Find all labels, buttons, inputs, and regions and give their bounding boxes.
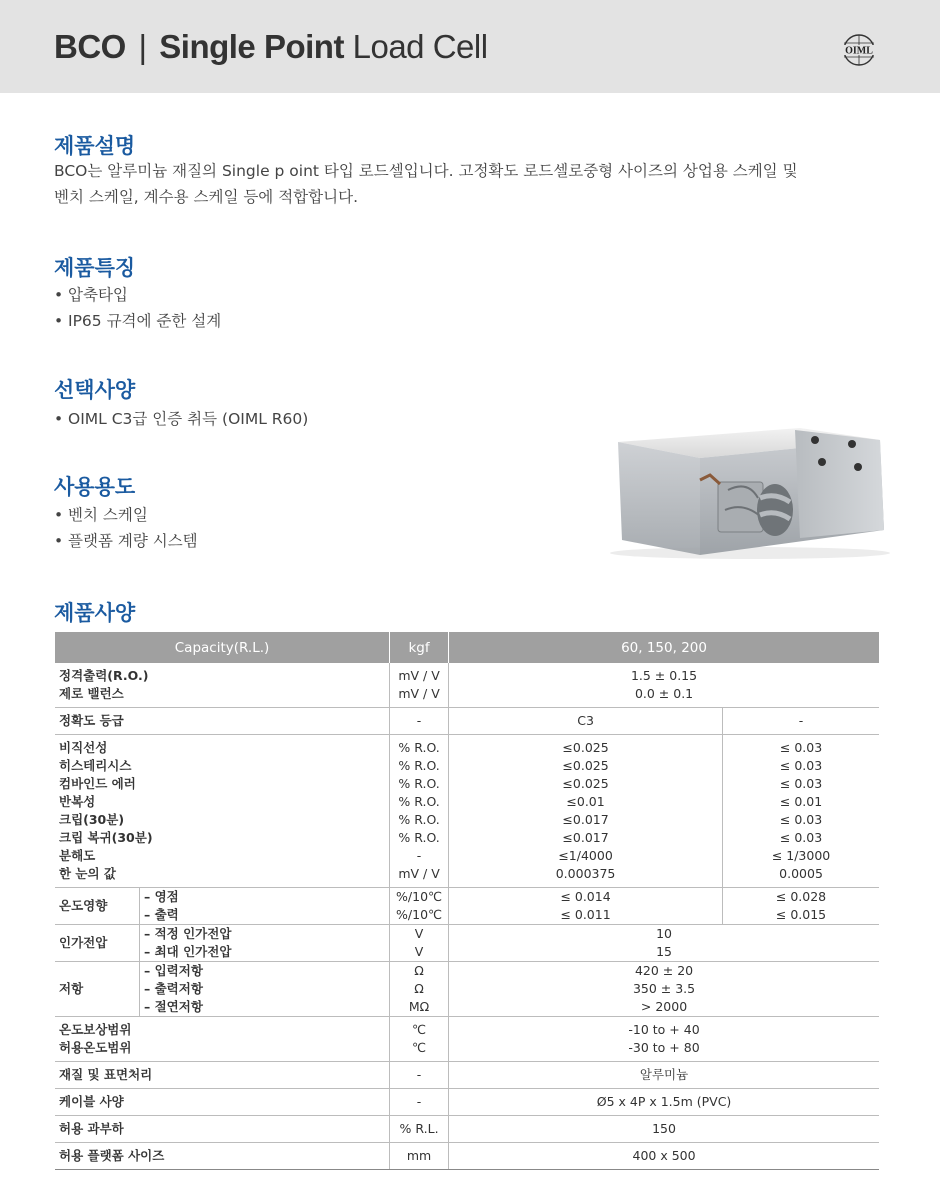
row-value: 150 — [449, 1116, 879, 1143]
row-sublabel: – 절연저항 — [144, 999, 203, 1014]
spec-table — [55, 632, 879, 1170]
row-value-b: 0.0005 — [779, 866, 823, 881]
row-unit: ℃ — [412, 1022, 427, 1037]
row-unit: - — [390, 1062, 449, 1089]
row-unit: MΩ — [408, 999, 430, 1014]
row-value-b: ≤ 0.03 — [779, 740, 823, 755]
row-unit: % R.O. — [398, 830, 440, 845]
row-value: 400 x 500 — [449, 1143, 879, 1170]
row-value-a: ≤0.017 — [562, 830, 609, 845]
spec-heading: 제품사양 — [54, 601, 136, 625]
row-label: 정확도 등급 — [55, 708, 390, 735]
row-label: 온도영향 — [55, 888, 140, 925]
row-value: 420 ± 20 — [634, 963, 694, 978]
row-unit: % R.L. — [390, 1116, 449, 1143]
row-unit: ℃ — [412, 1040, 427, 1055]
row-value-a: C3 — [449, 708, 723, 735]
row-label: 허용온도범위 — [59, 1040, 132, 1055]
row-label: 허용 과부하 — [55, 1116, 390, 1143]
row-unit: - — [390, 708, 449, 735]
row-unit: % R.O. — [398, 812, 440, 827]
row-value: 10 — [656, 926, 672, 941]
feature-item: • IP65 규격에 준한 설계 — [54, 309, 221, 331]
feature-item: • 압축타입 — [54, 283, 128, 305]
row-value-a: ≤ 0.011 — [560, 907, 611, 922]
option-item: • OIML C3급 인증 취득 (OIML R60) — [54, 407, 308, 429]
row-label: 케이블 사양 — [55, 1089, 390, 1116]
row-unit: % R.O. — [398, 776, 440, 791]
row-label: 저항 — [55, 962, 140, 1017]
row-value-b: ≤ 0.03 — [779, 830, 823, 845]
table-row — [55, 1116, 879, 1143]
row-value: Ø5 x 4P x 1.5m (PVC) — [449, 1089, 879, 1116]
row-value-a: 0.000375 — [555, 866, 616, 881]
row-value: 알루미늄 — [449, 1062, 879, 1089]
row-sublabel: – 입력저항 — [144, 963, 203, 978]
feature-heading: 제품특징 — [54, 256, 136, 280]
row-unit: - — [390, 1089, 449, 1116]
row-label: 컴바인드 에러 — [59, 776, 136, 791]
table-row — [55, 1143, 879, 1170]
row-value-b: ≤ 1/3000 — [771, 848, 831, 863]
table-row — [55, 1089, 879, 1116]
row-unit: %/10℃ — [396, 889, 443, 904]
header-capacity: Capacity(R.L.) — [55, 632, 390, 663]
row-unit: V — [414, 944, 424, 959]
row-value-a: ≤1/4000 — [558, 848, 613, 863]
row-value: 15 — [656, 944, 672, 959]
table-row — [55, 663, 879, 708]
row-value-a: ≤0.025 — [562, 740, 609, 755]
row-unit: Ω — [414, 981, 424, 996]
row-unit: %/10℃ — [396, 907, 443, 922]
title-type: Single Point — [159, 28, 344, 65]
usage-item: • 벤치 스케일 — [54, 503, 148, 525]
row-unit: mm — [390, 1143, 449, 1170]
usage-heading: 사용용도 — [54, 475, 136, 499]
header-unit: kgf — [390, 632, 449, 663]
row-value-b: ≤ 0.015 — [775, 907, 827, 922]
row-value-b: ≤ 0.03 — [779, 812, 823, 827]
row-value: > 2000 — [640, 999, 688, 1014]
row-value-a: ≤0.01 — [566, 794, 605, 809]
row-unit: % R.O. — [398, 740, 440, 755]
row-value-b: ≤ 0.028 — [775, 889, 827, 904]
row-label: 크립 복귀(30분) — [59, 830, 153, 845]
row-unit: Ω — [414, 963, 424, 978]
row-value-b: ≤ 0.03 — [779, 776, 823, 791]
row-label: 제로 밸런스 — [59, 686, 124, 701]
table-header-row — [55, 632, 879, 663]
row-label: 분해도 — [59, 848, 96, 863]
table-row — [55, 925, 879, 962]
row-value-b: ≤ 0.01 — [779, 794, 823, 809]
row-value-a: ≤0.017 — [562, 812, 609, 827]
row-label: 재질 및 표면처리 — [55, 1062, 390, 1089]
row-sublabel: – 출력저항 — [144, 981, 203, 996]
row-value-a: ≤0.025 — [562, 758, 609, 773]
row-value-a: ≤ 0.014 — [560, 889, 611, 904]
row-sublabel: – 최대 인가전압 — [144, 944, 232, 959]
table-row — [55, 888, 879, 925]
row-unit: % R.O. — [398, 758, 440, 773]
row-value: 1.5 ± 0.15 — [630, 668, 698, 683]
page-header — [0, 0, 940, 93]
title-model: BCO — [54, 28, 126, 65]
row-value-b: - — [723, 708, 879, 735]
option-heading: 선택사양 — [54, 378, 136, 402]
row-value-b: ≤ 0.03 — [779, 758, 823, 773]
header-range: 60, 150, 200 — [449, 632, 879, 663]
description — [54, 158, 854, 210]
row-value: 350 ± 3.5 — [632, 981, 696, 996]
row-label: 반복성 — [59, 794, 96, 809]
row-unit: - — [416, 848, 422, 863]
row-unit: mV / V — [398, 866, 440, 881]
desc-line-2: 벤치 스케일, 계수용 스케일 등에 적합합니다. — [54, 188, 359, 206]
row-label: 한 눈의 값 — [59, 866, 117, 881]
oiml-logo — [838, 33, 880, 67]
title-separator: | — [138, 28, 147, 65]
row-label: 비직선성 — [59, 740, 108, 755]
row-unit: V — [414, 926, 424, 941]
row-label: 온도보상범위 — [59, 1022, 132, 1037]
row-sublabel: – 영점 — [144, 889, 179, 904]
row-label: 히스테리시스 — [59, 758, 132, 773]
desc-heading: 제품설명 — [54, 134, 136, 158]
row-unit: mV / V — [398, 686, 440, 701]
row-value: 0.0 ± 0.1 — [634, 686, 694, 701]
row-sublabel: – 출력 — [144, 907, 179, 922]
row-value: -10 to + 40 — [628, 1022, 700, 1037]
row-sublabel: – 적정 인가전압 — [144, 926, 232, 941]
row-value-a: ≤0.025 — [562, 776, 609, 791]
desc-line-1: BCO는 알루미늄 재질의 Single p oint 타입 로드셀입니다. 고정확도 로드셀로중형 사이즈의 상업용 스케일 및 — [54, 162, 798, 180]
table-row — [55, 962, 879, 1017]
row-label: 인가전압 — [55, 925, 140, 962]
row-label: 크립(30분) — [59, 812, 125, 827]
row-label: 정격출력(R.O.) — [59, 668, 149, 683]
row-label: 허용 플랫폼 사이즈 — [55, 1143, 390, 1170]
load-cell-photo — [600, 420, 900, 560]
table-row — [55, 1062, 879, 1089]
page-title — [54, 28, 488, 66]
usage-item: • 플랫폼 계량 시스템 — [54, 529, 198, 551]
title-suffix: Load Cell — [352, 28, 488, 65]
table-row — [55, 708, 879, 735]
table-row — [55, 1017, 879, 1062]
table-row — [55, 735, 879, 888]
row-unit: % R.O. — [398, 794, 440, 809]
row-value: -30 to + 80 — [628, 1040, 700, 1055]
svg-text:OIML: OIML — [845, 45, 873, 57]
row-unit: mV / V — [398, 668, 440, 683]
